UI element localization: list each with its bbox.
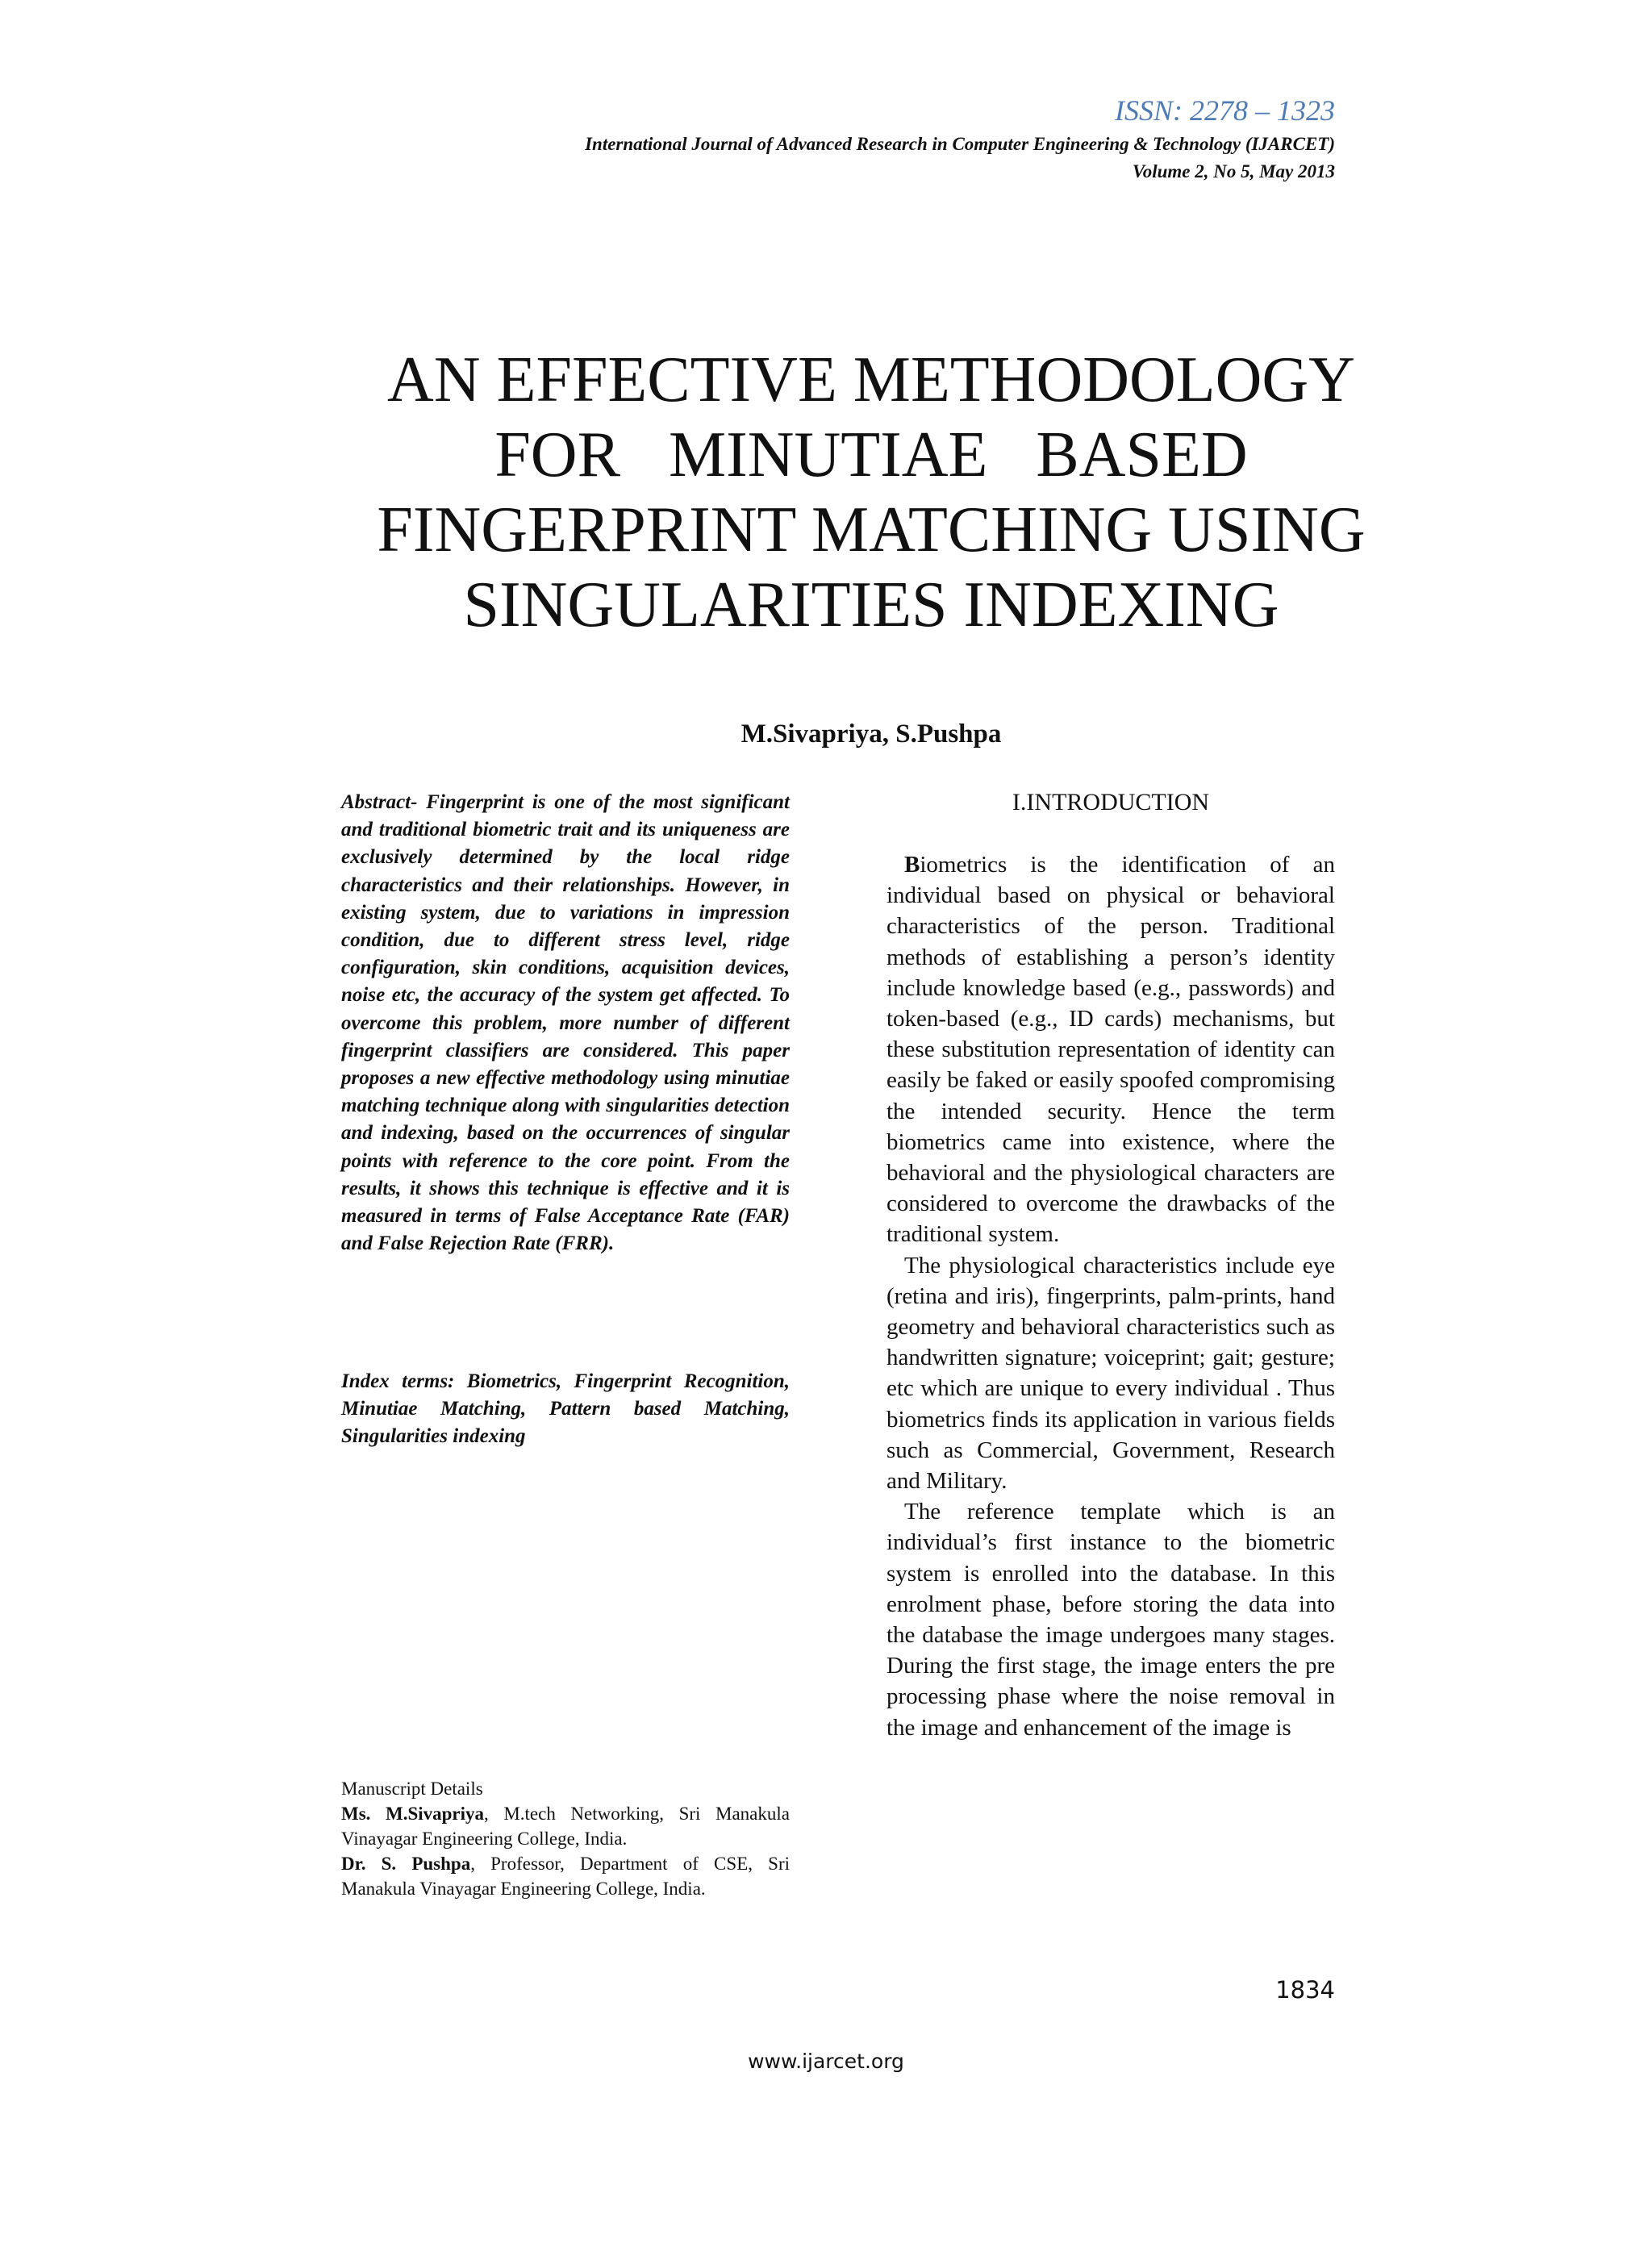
page-number: 1834: [1275, 1976, 1335, 2004]
author1-details: [341, 1804, 790, 1849]
paper-title-line-1: AN EFFECTIVE METHODOLOGY: [387, 344, 1355, 415]
paper-title-line-3: FINGERPRINT MATCHING USING: [377, 494, 1366, 565]
index-terms: Index terms: Biometrics, Fingerprint Recognition, Minutiae Matching, Pattern based Matching, Singularities indexing: [341, 1370, 790, 1448]
intro-paragraph-1-text: iometrics is the identification of an individual based on physical or behavioral characteristics of the person. Traditional methods of establishing a person’s identity include knowledge based (e.g., passwords) and token-based (e.g., ID cards) mechanisms, but these substitution representation of identity can easily be faked or easily spoofed compromising the intended security. Hence the term biometrics came into existence, where the behavioral and the physiological characters are considered to overcome the drawbacks of the traditional system.: [886, 852, 1335, 1248]
author2-name: Dr. S. Pushpa: [341, 1854, 471, 1874]
journal-name: International Journal of Advanced Research in Computer Engineering & Technology (IJARCET): [585, 134, 1335, 154]
manuscript-details: [341, 1776, 790, 1901]
author2-details: [341, 1854, 790, 1899]
intro-paragraph-1: [886, 849, 1335, 1250]
paper-title-line-4: SINGULARITIES INDEXING: [463, 569, 1279, 640]
journal-website: www.ijarcet.org: [748, 2050, 904, 2073]
paper-authors: M.Sivapriya, S.Pushpa: [740, 719, 1002, 749]
volume-issue: Volume 2, No 5, May 2013: [1132, 161, 1335, 181]
intro-paragraph-2: The physiological characteristics include eye (retina and iris), fingerprints, palm-prints, hand geometry and behavioral characteristics such as handwritten signature; voiceprint; gait; gesture; etc which are unique to every individual . Thus biometrics finds its application in various fields such as Commercial, Government, Research and Military.: [886, 1252, 1335, 1495]
intro-initial-letter: B: [904, 852, 920, 878]
author1-affiliation: , M.tech Networking, Sri Manakula Vinayagar Engineering College, India.: [341, 1804, 790, 1849]
author2-affiliation: , Professor, Department of CSE, Sri Manakula Vinayagar Engineering College, India.: [341, 1854, 790, 1899]
section-heading-introduction: I.INTRODUCTION: [1012, 789, 1210, 815]
manuscript-label: Manuscript Details: [341, 1779, 483, 1799]
paper-title-line-2: FOR MINUTIAE BASED: [494, 419, 1248, 490]
issn-label: ISSN: 2278 – 1323: [1115, 94, 1335, 127]
abstract: Abstract- Fingerprint is one of the most significant and traditional biometric trait and its uniqueness are exclusively determined by the local ridge characteristics and their relationships. However, in existing system, due to variations in impression condition, due to different stress level, ridge configuration, skin conditions, acquisition devices, noise etc, the accuracy of the system get affected. To overcome this problem, more number of different fingerprint classifiers are considered. This paper proposes a new effective methodology using minutiae matching technique along with singularities detection and indexing, based on the occurrences of singular points with reference to the core point. From the results, it shows this technique is effective and it is measured in terms of False Acceptance Rate (FAR) and False Rejection Rate (FRR).: [341, 791, 790, 1255]
intro-paragraph-3: The reference template which is an individual’s first instance to the biometric system is enrolled into the database. In this enrolment phase, before storing the data into the database the image undergoes many stages. During the first stage, the image enters the pre processing phase where the noise removal in the image and enhancement of the image is: [886, 1499, 1335, 1741]
author1-name: Ms. M.Sivapriya: [341, 1804, 485, 1824]
introduction-body: [886, 849, 1335, 1743]
